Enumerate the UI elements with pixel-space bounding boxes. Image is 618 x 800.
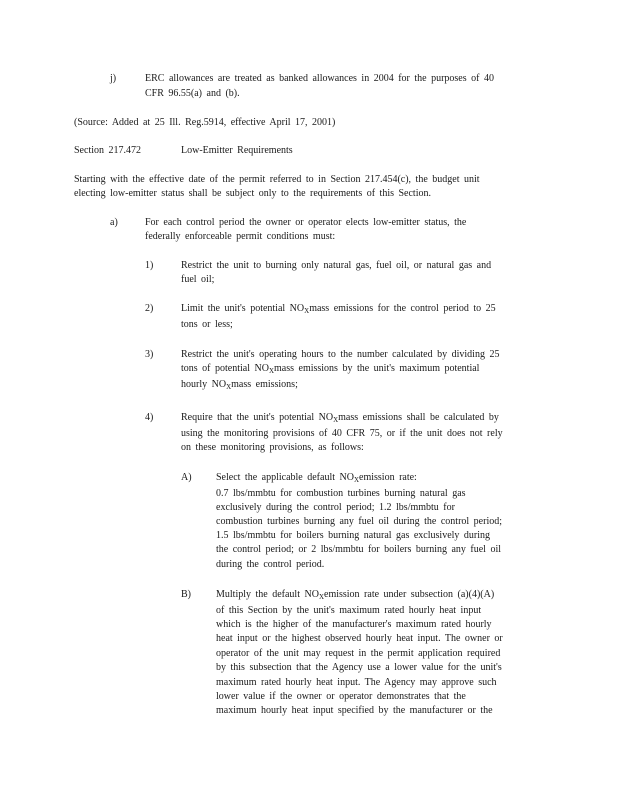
item-2-line-1: Limit the unit's potential $NO_Xmass$ emissions for the control period to 25 [181, 303, 496, 315]
item-B-line-1: Multiply the default $NO_Xemission$ rate under subsection (a)(4)(A) [216, 589, 495, 601]
item-B-label: B) [181, 589, 191, 600]
item-j-line-2: CFR 96.55(a) and (b). [145, 88, 240, 99]
item-A-label: A) [181, 472, 192, 483]
section-title: Low-Emitter Requirements [181, 145, 293, 156]
item-B-line-9: maximum hourly heat input specified by the manufacturer or the [216, 705, 493, 716]
item-4-label: 4) [145, 412, 154, 423]
item-B-line-3: which is the higher of the manufacturer's maximum rated hourly [216, 619, 492, 630]
item-3-line-3: hourly $NO_Xmass$ emissions; [181, 379, 298, 391]
item-A-line-5: 1.5 lbs/mmbtu for boilers burning natural gas exclusively during [216, 530, 491, 541]
item-3-line-2: tons of potential $NO_Xmass$ emissions by the unit's maximum potential [181, 363, 480, 375]
item-A-line-6: the control period; or 2 lbs/mmbtu for boilers burning any fuel oil [216, 544, 502, 555]
item-4-line-2: using the monitoring provisions of 40 CFR 75, or if the unit does not rely [181, 428, 503, 439]
section-number: Section 217.472 [74, 145, 141, 156]
item-j-label: j) [110, 73, 117, 84]
item-B-line-7: maximum rated hourly heat input. The Agency may approve such [216, 677, 497, 688]
item-A-line-1: Select the applicable default $NO_Xemission$ rate: [216, 472, 417, 484]
item-B-line-2: of this Section by the unit's maximum rated hourly heat input [216, 605, 482, 616]
item-A-line-2: 0.7 lbs/mmbtu for combustion turbines burning natural gas [216, 488, 466, 499]
item-2-line-2: tons or less; [181, 319, 233, 330]
item-B-line-8: lower value if the owner or operator demonstrates that the [216, 691, 466, 702]
item-A-line-4: combustion turbines burning any fuel oil during the control period; [216, 516, 503, 527]
item-A-line-3: exclusively during the control period; 1.2 lbs/mmbtu for [216, 502, 455, 513]
item-2-label: 2) [145, 303, 154, 314]
item-a-line-2: federally enforceable permit conditions must: [145, 231, 336, 242]
item-B-line-5: operator of the unit may request in the permit application required [216, 648, 501, 659]
item-a-line-1: For each control period the owner or operator elects low-emitter status, the [145, 217, 467, 228]
item-3-line-1: Restrict the unit's operating hours to the number calculated by dividing 25 [181, 349, 500, 360]
intro-line-1: Starting with the effective date of the permit referred to in Section 217.454(c), the budget unit [74, 174, 480, 185]
item-4-line-3: on these monitoring provisions, as follows: [181, 442, 364, 453]
item-4-line-1: Require that the unit's potential $NO_Xmass$ emissions shall be calculated by [181, 412, 499, 424]
item-3-label: 3) [145, 349, 154, 360]
source-note: (Source: Added at 25 Ill. Reg.5914, effective April 17, 2001) [74, 117, 336, 128]
item-1-line-1: Restrict the unit to burning only natural gas, fuel oil, or natural gas and [181, 260, 492, 271]
item-B-line-4: heat input or the highest observed hourly heat input. The owner or [216, 633, 503, 644]
intro-line-2: electing low-emitter status shall be subject only to the requirements of this Section. [74, 188, 431, 199]
item-j-line-1: ERC allowances are treated as banked allowances in 2004 for the purposes of 40 [145, 73, 494, 84]
item-1-label: 1) [145, 260, 154, 271]
item-A-line-7: during the control period. [216, 559, 325, 570]
item-1-line-2: fuel oil; [181, 274, 215, 285]
item-B-line-6: by this subsection that the Agency use a lower value for the unit's [216, 662, 502, 673]
item-a-label: a) [110, 217, 118, 228]
